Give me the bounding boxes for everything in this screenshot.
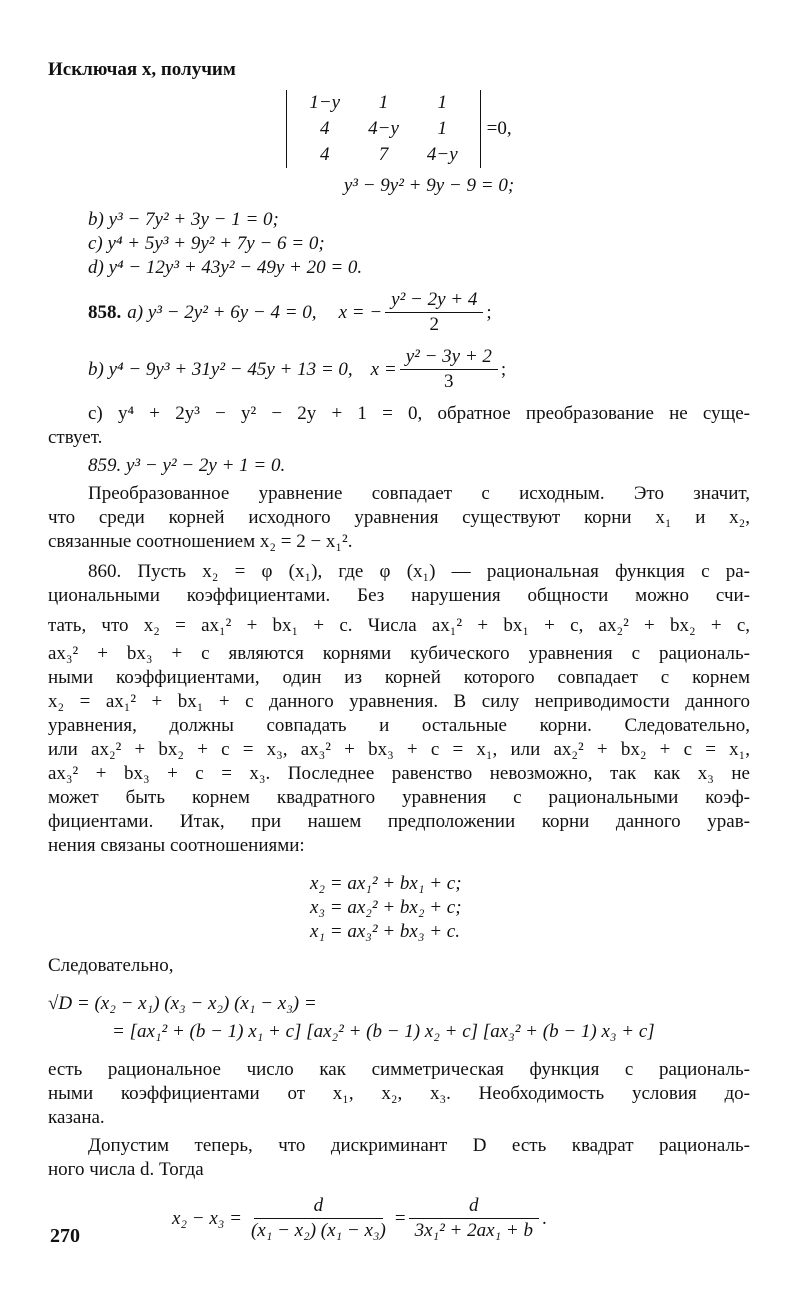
fraction-final-1 xyxy=(245,1194,392,1243)
paragraph-line: фициентами. Итак, при нашем предположении корни данного урав- xyxy=(48,811,750,832)
equation-858a: a) y³ − 2y² + 6y − 4 = 0, xyxy=(127,301,317,323)
problem-859-equation: 859. y³ − y² − 2y + 1 = 0. xyxy=(88,455,286,476)
determinant-cell: 1 xyxy=(437,92,448,113)
paragraph-line: связанные соотношением x₂ = 2 − x₁². xyxy=(48,531,353,552)
relation-line: x₃ = ax₂² + bx₂ + c; xyxy=(310,897,462,918)
page-number: 270 xyxy=(50,1225,80,1247)
paragraph-line: ного числа d. Тогда xyxy=(48,1159,204,1180)
determinant-cell: 4−y xyxy=(368,118,399,139)
fraction-numerator: y² − 3y + 2 xyxy=(400,345,498,370)
equation-858b: b) y⁴ − 9y³ + 31y² − 45y + 13 = 0, xyxy=(88,358,353,380)
relation-line: x₂ = ax₁² + bx₁ + c; xyxy=(310,873,462,894)
paragraph-line: циональными коэффициентами. Без нарушения общности можно счи- xyxy=(48,585,750,606)
fraction-numerator: y² − 2y + 4 xyxy=(385,288,483,313)
determinant-cell: 1−y xyxy=(309,92,341,113)
fraction-final-2 xyxy=(409,1194,539,1243)
problem-858-b xyxy=(88,345,750,394)
paragraph-line: Допустим теперь, что дискриминант D есть квадрат рациональ- xyxy=(88,1135,750,1156)
paragraph-line: нения связаны соотношениями: xyxy=(48,835,305,856)
therefore-text: Следовательно, xyxy=(48,955,174,976)
paragraph-line: ax₃² + bx₃ + c = x₃. Последнее равенство невозможно, так как x₃ не xyxy=(48,763,750,784)
semicolon: ; xyxy=(500,358,507,380)
equation-main: y³ − 9y² + 9y − 9 = 0; xyxy=(343,175,515,196)
paragraph-line: может быть корнем квадратного уравнения с рациональными коэф- xyxy=(48,787,750,808)
relation-line: x₁ = ax₃² + bx₃ + c. xyxy=(310,921,460,942)
paragraph-line: ax₃² + bx₃ + c являются корнями кубического уравнения с рациональ- xyxy=(48,643,750,664)
determinant-matrix xyxy=(295,90,471,168)
page-content xyxy=(48,58,750,1243)
paragraph-line: Преобразованное уравнение совпадает с исходным. Это значит, xyxy=(88,483,750,504)
final-period: . xyxy=(541,1207,547,1229)
final-equation xyxy=(172,1194,750,1243)
paragraph-line: или ax₂² + bx₂ + c = x₃, ax₃² + bx₃ + c = x₁, или ax₂² + bx₂ + c = x₁, xyxy=(48,739,750,760)
determinant xyxy=(286,90,480,168)
relations-system xyxy=(310,872,750,944)
fraction-denominator: 3 xyxy=(444,371,454,392)
determinant-cell: 4 xyxy=(319,144,330,165)
paragraph-line: 860. Пусть x₂ = φ (x₁), где φ (x₁) — рациональная функция с ра- xyxy=(88,561,750,582)
determinant-row xyxy=(295,90,471,116)
fraction-858b xyxy=(400,345,498,394)
paragraph-line: ными коэффициентами от x₁, x₂, x₃. Необходимость условия до- xyxy=(48,1083,750,1104)
paragraph-line: тать, что x₂ = ax₁² + bx₁ + c. Числа ax₁² + bx₁ + c, ax₂² + bx₂ + c, xyxy=(48,615,750,636)
determinant-cell: 1 xyxy=(378,92,389,113)
fraction-denominator: 3x₁² + 2ax₁ + b xyxy=(414,1220,533,1241)
sqrt-d-line2: = [ax₁² + (b − 1) x₁ + c] [ax₂² + (b − 1) x₂ + c] [ax₃² + (b − 1) x₃ + c] xyxy=(112,1021,655,1042)
semicolon: ; xyxy=(486,301,492,323)
final-lhs: x₂ − x₃ = xyxy=(172,1207,242,1229)
paragraph-line: ными коэффициентами, один из корней которого совпадает с корнем xyxy=(48,667,750,688)
intro-text: Исключая x, получим xyxy=(48,59,236,80)
determinant-cell: 7 xyxy=(378,144,389,165)
fraction-denominator: 2 xyxy=(429,314,439,335)
item-d: d) y⁴ − 12y³ + 43y² − 49y + 20 = 0. xyxy=(88,257,363,278)
paragraph-line: что среди корней исходного уравнения существуют корни x₁ и x₂, xyxy=(48,507,750,528)
determinant-cell: 4−y xyxy=(426,144,458,165)
equals-sign: = xyxy=(394,1207,406,1229)
determinant-row xyxy=(295,116,471,142)
fraction-numerator: d xyxy=(409,1194,539,1219)
paragraph-line: есть рациональное число как симметрическая функция с рациональ- xyxy=(48,1059,750,1080)
determinant-cell: 4 xyxy=(319,118,330,139)
determinant-row xyxy=(295,142,471,168)
paragraph-line: x₂ = ax₁² + bx₁ + c данного уравнения. В силу неприводимости данного xyxy=(48,691,750,712)
problem-number: 858. xyxy=(88,301,122,323)
fraction-numerator: d xyxy=(254,1194,384,1219)
fraction-858a xyxy=(385,288,483,337)
fraction-denominator: (x₁ − x₂) (x₁ − x₃) xyxy=(250,1220,386,1241)
paragraph-line: уравнения, должны совпадать и остальные корни. Следовательно, xyxy=(48,715,750,736)
determinant-cell: 1 xyxy=(437,118,448,139)
paragraph-line: казана. xyxy=(48,1107,105,1128)
x-expression: x = xyxy=(370,358,397,380)
item-c: c) y⁴ + 5y³ + 9y² + 7y − 6 = 0; xyxy=(88,233,325,254)
determinant-rhs: =0, xyxy=(486,118,512,139)
problem-858-c-line1: c) y⁴ + 2y³ − y² − 2y + 1 = 0, обратное преобразование не суще- xyxy=(88,403,750,424)
item-b: b) y³ − 7y² + 3y − 1 = 0; xyxy=(88,209,279,230)
determinant-equation xyxy=(48,90,750,168)
x-expression: x = − xyxy=(338,301,383,323)
sqrt-d-line1: √D = (x₂ − x₁) (x₃ − x₂) (x₁ − x₃) = xyxy=(48,993,317,1014)
problem-858-c-line2: ствует. xyxy=(48,427,103,448)
problem-858-a xyxy=(88,288,750,337)
